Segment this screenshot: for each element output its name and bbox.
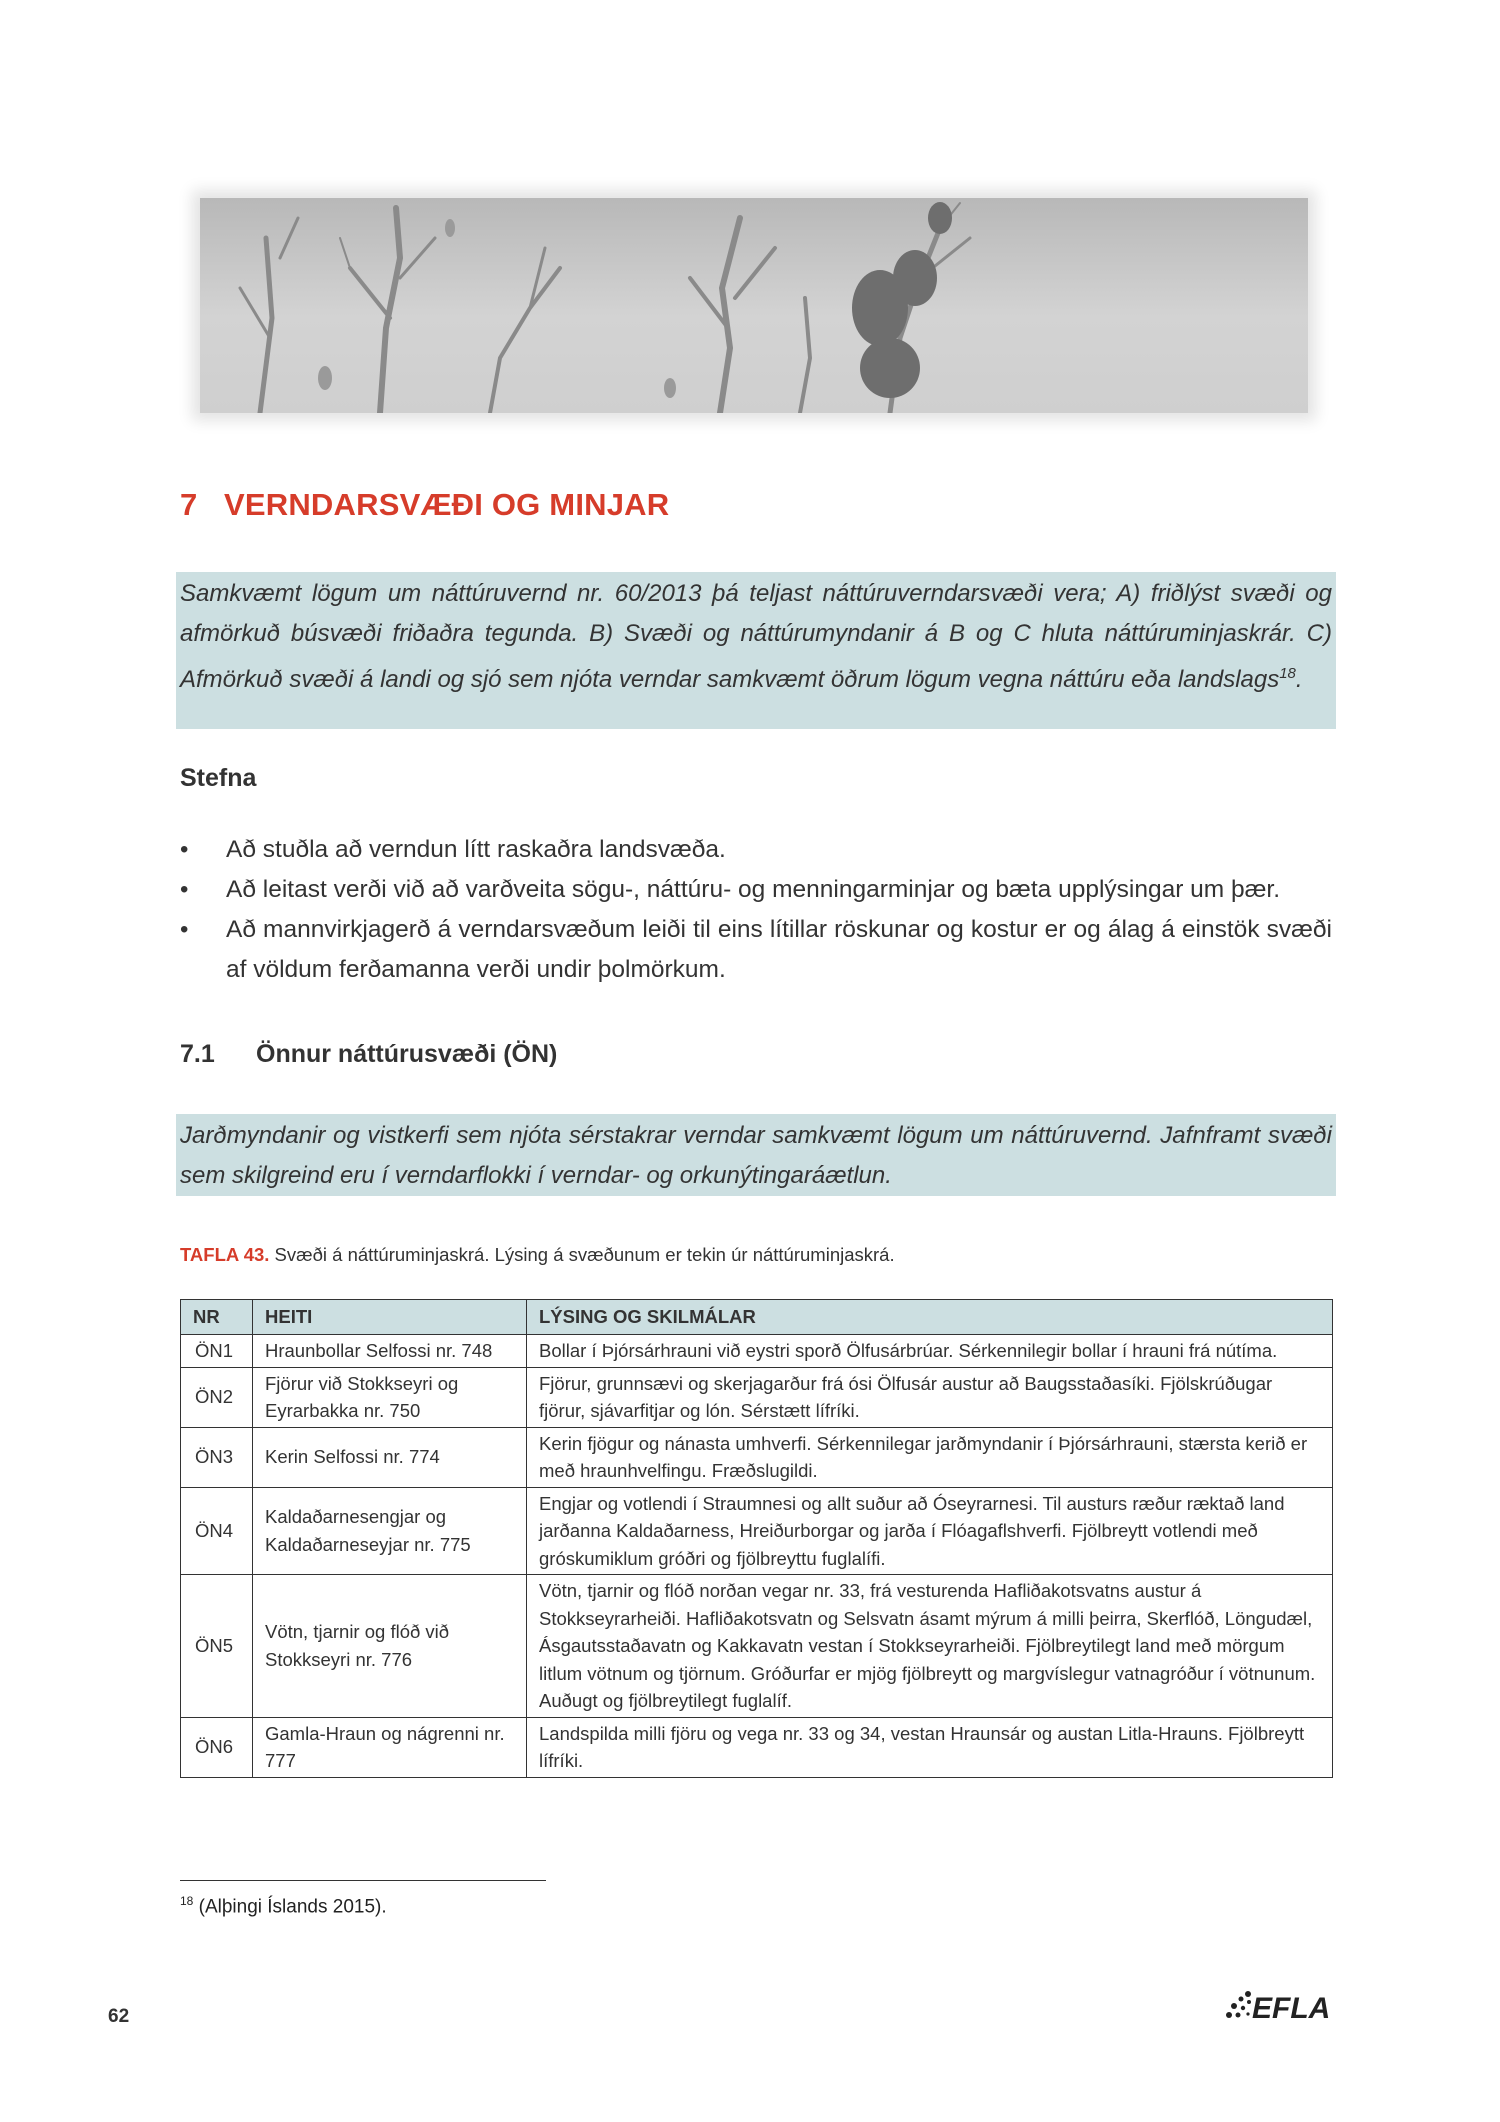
cell-heiti: Fjörur við Stokkseyri og Eyrarbakka nr. 750 (253, 1367, 527, 1427)
bullet-icon: • (180, 876, 189, 903)
policy-list (180, 830, 1332, 990)
cell-nr: ÖN6 (181, 1717, 253, 1777)
intro-highlight-box (176, 572, 1336, 729)
header-heiti: HEITI (253, 1300, 527, 1335)
header-lysing: LÝSING OG SKILMÁLAR (527, 1300, 1333, 1335)
footnote-number: 18 (180, 1894, 194, 1908)
bullet-icon: • (180, 916, 189, 943)
nature-sites-table (180, 1299, 1333, 1778)
section-title: Önnur náttúrusvæði (ÖN) (256, 1040, 558, 1068)
policy-item-text: Að mannvirkjagerð á verndarsvæðum leiði til eins lítillar röskunar og kostur er og álag á einstök svæði af völdum ferðamanna verði undir þolmörkum. (226, 916, 1332, 983)
cell-lysing: Engjar og votlendi í Straumnesi og allt suður að Óseyrarnesi. Til austurs ræður ræktað land jarðanna Kaldaðarness, Hreiðurborgar og jarða í Flóagaflshverfi. Fjölbreytt votlendi með gróskumiklum gróðri og fjölbreyttu fuglalífi. (527, 1487, 1333, 1575)
footnote-text: (Alþingi Íslands 2015). (193, 1896, 387, 1918)
chapter-number: 7 (180, 487, 198, 522)
bullet-icon: • (180, 836, 189, 863)
table-row (181, 1367, 1333, 1427)
cell-heiti: Gamla-Hraun og nágrenni nr. 777 (253, 1717, 527, 1777)
table-row (181, 1487, 1333, 1575)
footnote-divider (180, 1880, 546, 1881)
cell-nr: ÖN1 (181, 1335, 253, 1368)
policy-item-text: Að leitast verði við að varðveita sögu-, náttúru- og menningarminjar og bæta upplýsingar um þær. (226, 876, 1281, 903)
table-caption-text: Svæði á náttúruminjaskrá. Lýsing á svæðunum er tekin úr náttúruminjaskrá. (269, 1244, 895, 1265)
cell-nr: ÖN3 (181, 1427, 253, 1487)
policy-heading: Stefna (180, 764, 257, 792)
footnote-reference[interactable]: 18 (1279, 665, 1296, 682)
cell-heiti: Kaldaðarnesengjar og Kaldaðarneseyjar nr. 775 (253, 1487, 527, 1575)
cell-nr: ÖN2 (181, 1367, 253, 1427)
table-row (181, 1575, 1333, 1718)
cell-heiti: Hraunbollar Selfossi nr. 748 (253, 1335, 527, 1368)
cell-lysing: Landspilda milli fjöru og vega nr. 33 og 34, vestan Hraunsár og austan Litla-Hrauns. Fjölbreytt lífríki. (527, 1717, 1333, 1777)
cell-lysing: Kerin fjögur og nánasta umhverfi. Sérkennilegar jarðmyndanir í Þjórsárhrauni, stærsta kerið er með hraunhvelfingu. Fræðslugildi. (527, 1427, 1333, 1487)
cell-lysing: Vötn, tjarnir og flóð norðan vegar nr. 33, frá vesturenda Hafliðakotsvatns austur á Stokkseyrarheiði. Hafliðakotsvatn og Selsvatn ásamt mýrum á milli þeirra, Skerflóð, Löngudæl, Ásgautsstaðavatn og Kakkavatn vestan í Stokkseyrarheiði. Fjölbreytilegt land með mörgum litlum vötnum og tjörnum. Gróðurfar er mjög fjölbreytt og margvíslegur vatnagróður í vötnunum. Auðugt og fjölbreytilegt fuglalíf. (527, 1575, 1333, 1718)
table-row (181, 1335, 1333, 1368)
list-item (180, 910, 1332, 990)
section-number: 7.1 (180, 1040, 215, 1068)
cell-nr: ÖN5 (181, 1575, 253, 1718)
cell-heiti: Kerin Selfossi nr. 774 (253, 1427, 527, 1487)
footnote (180, 1894, 387, 1918)
policy-item-text: Að stuðla að verndun lítt raskaðra landsvæða. (226, 836, 726, 863)
cell-nr: ÖN4 (181, 1487, 253, 1575)
section-highlight-box: Jarðmyndanir og vistkerfi sem njóta sérstakrar verndar samkvæmt lögum um náttúruvernd. Jafnframt svæði sem skilgreind eru í verndarflokki í verndar- og orkunýtingaráætlun. (176, 1114, 1336, 1196)
efla-logo (1224, 1988, 1334, 2028)
chapter-heading (180, 487, 669, 523)
intro-end-punctuation: . (1295, 666, 1303, 693)
cell-lysing: Fjörur, grunnsævi og skerjagarður frá ósi Ölfusár austur að Baugsstaðasíki. Fjölskrúðugar fjörur, sjávarfitjar og lón. Sérstætt lífríki. (527, 1367, 1333, 1427)
header-banner-image (200, 198, 1308, 413)
list-item (180, 870, 1332, 910)
page-number: 62 (108, 2006, 130, 2027)
table-caption-label: TAFLA 43. (180, 1244, 270, 1265)
cell-heiti: Vötn, tjarnir og flóð við Stokkseyri nr. 776 (253, 1575, 527, 1718)
intro-text: Samkvæmt lögum um náttúruvernd nr. 60/2013 þá teljast náttúruverndarsvæði vera; A) friðlýst svæði og afmörkuð búsvæði friðaðra tegunda. B) Svæði og náttúrumyndanir á B og C hluta náttúruminjaskrár. C) Afmörkuð svæði á landi og sjó sem njóta verndar samkvæmt öðrum lögum vegna náttúru eða landslags (180, 580, 1332, 693)
table-row (181, 1717, 1333, 1777)
efla-logo-text: EFLA (1252, 1992, 1331, 2025)
table-row (181, 1427, 1333, 1487)
section-heading (180, 1040, 557, 1069)
chapter-title: VERNDARSVÆÐI OG MINJAR (224, 487, 670, 522)
efla-dots-icon (1224, 1988, 1254, 2028)
header-nr: NR (181, 1300, 253, 1335)
cell-lysing: Bollar í Þjórsárhrauni við eystri sporð Ölfusárbrúar. Sérkennilegir bollar í hrauni frá nútíma. (527, 1335, 1333, 1368)
branches-illustration (200, 198, 1308, 413)
table-header-row (181, 1300, 1333, 1335)
table-caption (180, 1244, 895, 1266)
list-item (180, 830, 1332, 870)
